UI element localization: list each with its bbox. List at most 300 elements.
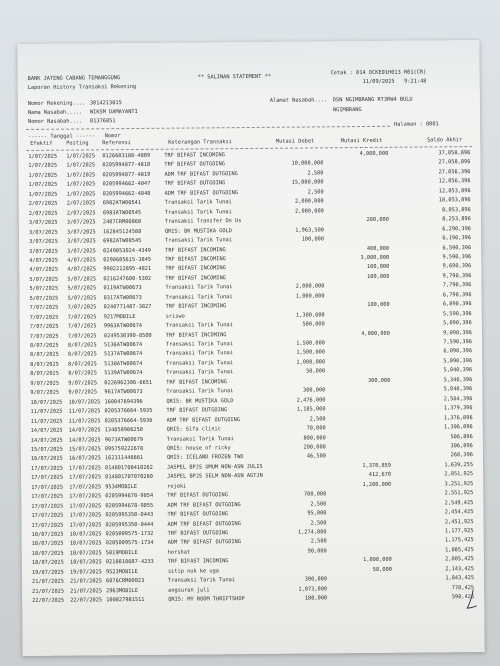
cell-referensi: 0205994877-4819 [102,171,151,179]
cell-keterangan: Transaksi Tarik Tunai [165,284,233,292]
cell-efektif: 8/07/2025 [30,352,59,359]
cell-saldo: 1,177,925 [444,528,474,535]
cell-referensi: 2963MOBILE [106,587,139,594]
cell-referensi: 134858906250 [104,426,144,434]
cell-debet: 10,000,000 [291,160,324,168]
cell-referensi: 160047694396 [104,398,143,405]
cell-efektif: 1/07/2025 [28,182,58,189]
cell-kredit: 100,000 [367,273,390,280]
cell-referensi: 014801707070260 [105,474,153,481]
pen-mark [462,588,478,612]
cell-saldo: 1,085,425 [445,546,474,554]
cell-keterangan: Transaksi Tarik Tunai [166,369,234,377]
cell-saldo: 5,090,396 [443,357,473,365]
cell-saldo: 1,639,255 [444,461,474,469]
cell-efektif: 18/07/2025 [31,541,64,548]
cell-referensi: 0205994662-4048 [102,190,151,198]
cell-keterangan: rojeki [167,483,187,490]
cell-efektif: 1/07/2025 [28,191,58,198]
cell-posting: 4/07/2025 [67,257,96,264]
cell-debet: 1,000,000 [295,293,325,300]
cell-debet: 200,000 [303,444,326,451]
cell-kredit: 300,000 [367,377,391,384]
cell-efektif: 22/07/2025 [32,597,65,605]
cell-posting: 18/07/2025 [69,540,102,548]
cell-referensi: 9673ATW00679 [104,436,144,443]
cell-efektif: 8/07/2025 [30,371,59,378]
cell-keterangan: ADM TRF BIFAST OUTGOING [167,520,241,528]
document-title: ** SALINAN STATEMENT ** [197,73,272,81]
cell-debet: 2,500 [310,500,327,508]
cell-keterangan: Transaksi Tarik Tunai [166,360,234,367]
cell-saldo: 9,790,396 [442,272,472,280]
cell-saldo: 27,058,896 [438,159,471,166]
cell-saldo: 2,051,925 [444,471,474,478]
cell-kredit: 4,000,000 [361,330,390,337]
cell-referensi: 0226962306-6651 [104,379,153,387]
cell-posting: 8/07/2025 [68,351,97,359]
cell-saldo: 5,590,396 [442,310,472,317]
cell-referensi: 0205376664-5936 [104,417,153,424]
cell-saldo: 37,058,896 [438,150,471,157]
cell-saldo: 5,090,396 [443,320,472,327]
cell-keterangan: sriswo [165,313,185,320]
cell-kredit: 412,670 [368,472,392,479]
cell-saldo: 8,253,896 [442,216,471,223]
cell-posting: 4/07/2025 [67,266,97,273]
cell-keterangan: TRF BIFAST INCOMING [165,331,227,339]
cell-referensi: 9617ATW00673 [104,389,143,396]
cell-efektif: 17/07/2025 [31,465,63,472]
cell-keterangan: JASPEL BPJS SELM NON-ASN AGTJN [167,473,263,481]
cell-efektif: 1/07/2025 [28,153,58,160]
cell-posting: 1/07/2025 [66,181,96,188]
account-name: WIKSM DAMAYANTI [89,108,138,116]
cell-kredit: 4,000,000 [359,150,389,158]
cell-referensi: 2407CRM00868 [102,219,142,226]
cell-posting: 2/07/2025 [66,200,96,207]
cell-efektif: 1/07/2025 [28,163,58,170]
account-number-label: Nomor Rekening.... [27,100,86,107]
cell-debet: 15,000,000 [291,179,324,186]
cell-efektif: 18/07/2025 [31,531,64,538]
cell-efektif: 14/07/2025 [30,427,63,434]
cell-debet: 500,000 [302,321,325,328]
cell-efektif: 5/07/2025 [29,285,59,293]
cell-posting: 3/07/2025 [66,228,96,236]
cell-posting: 3/07/2025 [67,238,96,245]
cell-keterangan: horshat [167,549,191,556]
cell-efektif: 11/07/2025 [30,408,63,416]
cell-referensi: 014801706410262 [105,464,153,472]
cell-efektif: 17/07/2025 [31,493,64,501]
cell-posting: 21/07/2025 [70,587,103,595]
cell-posting: 3/07/2025 [67,247,96,255]
print-info: Cetak : 014 OCKE01H013 R01(CR) [330,69,427,77]
cell-referensi: 0126683188-4809 [102,152,151,160]
cell-efektif: 19/07/2025 [31,569,64,576]
cell-keterangan: TRF BIFAST OUTGOING [167,492,228,499]
cell-efektif: 18/07/2025 [31,550,64,557]
cell-kredit: 1,200,000 [362,481,392,488]
cell-referensi: 0205995350-0444 [105,521,154,528]
cell-efektif: 18/07/2025 [31,559,64,567]
cell-keterangan: TRF BIFAST OUTGOING [167,511,229,518]
column-header-keterangan: Keterangan Transaksi [168,139,233,146]
cell-posting: 5/07/2025 [67,285,97,292]
cell-posting: 17/07/2025 [69,465,101,472]
cell-keterangan: Transaksi Tarik Tunai [166,350,234,358]
cell-keterangan: ADM TRF BIFAST OUTGOING [164,189,239,197]
cell-efektif: 5/07/2025 [29,295,59,302]
cell-kredit: 100,000 [367,301,390,309]
customer-number-label: Nomor Nasabah.... [27,118,83,125]
cell-efektif: 1/07/2025 [28,172,58,179]
cell-referensi: 6982ATW00545 [103,237,142,245]
cell-efektif: 8/07/2025 [30,361,59,368]
cell-posting: 17/07/2025 [69,474,102,481]
cell-saldo: 6,590,396 [442,244,472,251]
cell-saldo: 6,890,396 [442,301,472,308]
cell-referensi: 0205994678-9055 [105,502,154,509]
cell-referensi: 162845124588 [102,228,142,235]
cell-saldo: 2,143,425 [445,565,474,573]
cell-debet: 180,000 [304,595,328,602]
cell-efektif: 21/07/2025 [32,578,64,586]
column-header-posting: Posting [66,140,89,147]
cell-posting: 7/07/2025 [67,313,97,321]
cell-debet: 2,500 [307,170,324,177]
cell-saldo: 6,190,396 [442,235,472,242]
divider [26,126,390,130]
cell-posting: 18/07/2025 [69,559,102,566]
cell-keterangan: TRF BIFAST OUTGOING [164,180,226,188]
cell-efektif: 3/07/2025 [28,229,58,236]
cell-efektif: 11/07/2025 [30,418,63,425]
cell-keterangan: ADM TRF BIFAST OUTGOING [167,501,241,509]
report-title: Laporan History Transaksi Rekening [27,83,137,91]
cell-posting: 19/07/2025 [69,569,102,576]
cell-saldo: 1,376,896 [443,414,473,421]
cell-efektif: 4/07/2025 [29,267,59,274]
cell-kredit: 58,000 [372,566,392,573]
account-number: 3014213015 [89,100,122,107]
cell-debet: 1,963,500 [295,226,324,234]
cell-keterangan: QRIS: BK MUSTIKA GOLD [166,397,234,405]
address-line-1: DSN NGIMBRANG RT3RW4 BULU [332,96,413,104]
print-datetime: 11/09/2025 9:21:48 [362,78,427,86]
cell-debet: 2,500 [310,519,327,527]
cell-efektif: 10/07/2025 [30,399,63,406]
cell-saldo: 9,090,396 [443,329,472,336]
cell-keterangan: Transaksi Tarik Tunai [168,577,236,584]
cell-keterangan: QRIS: BK MUSTIKA GOLD [164,227,232,235]
cell-debet: 2,500 [309,415,326,423]
cell-efektif: 17/07/2025 [31,474,64,482]
cell-debet: 2,000,000 [294,198,324,205]
cell-saldo: 306,896 [450,443,473,450]
cell-referensi: 0205994662-4047 [102,181,151,188]
cell-keterangan: Transaksi Transfer On Us [164,218,242,225]
cell-debet: 100,000 [301,236,325,243]
cell-efektif: 3/07/2025 [29,248,58,255]
cell-posting: 17/07/2025 [69,502,102,510]
cell-posting: 7/07/2025 [67,304,97,311]
cell-keterangan: Transaksi Tarik Tunai [164,208,232,216]
bank-name: BANK JATENG CABANG TEMANGGUNG [27,75,121,82]
cell-posting: 7/07/2025 [67,332,97,340]
statement-sheet [17,40,484,656]
cell-efektif: 9/07/2025 [30,380,60,387]
cell-keterangan: TRF BIFAST INCOMING [165,303,227,310]
cell-saldo: 12,053,896 [438,187,471,195]
cell-debet: 1,185,000 [296,406,326,413]
cell-debet: 1,000,000 [296,359,326,366]
cell-referensi: 5139ATW00674 [104,370,143,377]
cell-keterangan: TRF BIFAST OUTGOING [167,530,229,537]
column-header-saldo: Saldo Akhir [427,137,463,144]
cell-keterangan: Transaksi Tarik Tunai [166,388,234,395]
cell-saldo: 12,056,396 [438,178,471,185]
cell-posting: 1/07/2025 [66,153,96,160]
cell-posting: 8/07/2025 [67,342,97,349]
cell-referensi: 0218818687-4233 [105,559,154,566]
cell-keterangan: Transaksi Tarik Tunai [165,237,233,244]
table-row [22,595,484,608]
cell-debet: 1,274,000 [297,529,327,536]
cell-posting: 22/07/2025 [70,597,103,604]
cell-debet: 1,300,000 [295,311,325,319]
cell-referensi: 0119ATW00673 [103,285,142,292]
cell-debet: 700,000 [303,491,327,498]
cell-efektif: 7/07/2025 [29,314,59,321]
cell-efektif: 8/07/2025 [29,342,59,349]
cell-posting: 9/07/2025 [68,380,98,387]
cell-keterangan: TRF BIFAST INCOMING [165,256,226,263]
cell-posting: 17/07/2025 [69,484,102,491]
cell-keterangan: TRF BIFAST OUTGOING [164,161,226,169]
cell-posting: 16/07/2025 [68,455,101,462]
cell-saldo: 506,896 [450,433,473,440]
cell-saldo: 260,396 [450,452,473,459]
cell-debet: 800,000 [303,434,326,442]
cell-efektif: 7/07/2025 [29,304,59,312]
cell-keterangan: JASPEL BPJS UMUM NON-ASN JULIS [167,463,263,471]
address-line-2: NGIMBRANG [332,107,362,114]
cell-kredit: 200,000 [366,216,389,224]
cell-efektif: 2/07/2025 [28,210,58,217]
customer-number: 01376851 [89,118,116,125]
cell-referensi: 0216247600-5302 [103,275,152,283]
cell-efektif: 15/07/2025 [30,446,63,453]
cell-keterangan: TRF BIFAST INCOMING [166,379,227,386]
cell-debet: 1,500,000 [296,340,325,347]
cell-saldo: 590,425 [451,594,475,601]
cell-saldo: 2,549,425 [444,499,474,506]
cell-referensi: 6076CRM00023 [106,578,145,585]
cell-posting: 1/07/2025 [66,162,96,170]
cell-posting: 3/07/2025 [66,219,96,226]
cell-debet: 1,073,000 [298,586,328,593]
cell-debet: 2,476,000 [296,397,326,404]
cell-debet: 2,500 [310,538,327,545]
cell-efektif: 16/07/2025 [30,456,63,463]
cell-saldo: 1,306,896 [443,424,473,431]
cell-keterangan: QRIS: MY ROOM THRIFTSHOP [168,596,245,603]
cell-posting: 5/07/2025 [67,276,97,283]
cell-referensi: 162311446661 [104,455,144,462]
cell-posting: 2/07/2025 [66,210,96,217]
cell-kredit: 400,000 [366,245,390,252]
cell-posting: 17/07/2025 [69,493,102,500]
cell-posting: 15/07/2025 [68,446,101,453]
cell-referensi: 5819MOBILE [105,549,138,557]
cell-efektif: 5/07/2025 [29,276,59,283]
header-divider [26,146,472,151]
column-header-debet: Mutasi Debet [275,138,315,145]
cell-posting: 1/07/2025 [66,172,96,179]
cell-saldo: 7,790,396 [442,282,472,289]
cell-saldo: 6,090,396 [443,348,473,355]
cell-posting: 5/07/2025 [67,295,97,302]
cell-referensi: 0249853024-4349 [103,247,152,254]
cell-keterangan: TRF BIFAST INCOMING [167,558,229,566]
cell-debet: 2,000,000 [295,283,325,290]
cell-debet: 50,000 [306,368,326,375]
cell-posting: 10/07/2025 [68,399,101,406]
cell-keterangan: QRIS: Sifa clinic [166,426,221,433]
cell-keterangan: sitip nuk ke uga [167,568,220,575]
cell-saldo: 6,790,396 [442,291,472,299]
cell-saldo: 27,056,396 [438,168,471,176]
cell-keterangan: TRF BIFAST INCOMING [165,246,226,254]
address-label: Alamat Nasabah.... [269,97,328,104]
cell-referensi: 0205376664-5935 [104,408,153,415]
cell-saldo: 6,290,396 [442,225,471,232]
cell-keterangan: ADM TRF BIFAST OUTGOING [164,170,238,178]
cell-saldo: 2,085,425 [445,556,474,563]
cell-efektif: 9/07/2025 [30,389,60,397]
cell-saldo: 3,251,925 [444,480,474,488]
cell-referensi: 9534MOBILE [105,483,138,491]
cell-saldo: 2,551,925 [444,490,474,497]
cell-saldo: 7,590,396 [443,339,472,346]
date-group-header: ------ Tanggal ------ Nomor [28,133,121,140]
cell-posting: 18/07/2025 [69,550,102,557]
cell-efektif: 4/07/2025 [29,257,58,264]
cell-saldo: 2,564,396 [443,395,473,403]
cell-keterangan: Transaksi Tarik Tunai [164,199,232,206]
cell-kredit: 1,378,859 [362,462,392,469]
cell-posting: 8/07/2025 [68,361,97,368]
cell-posting: 14/07/2025 [68,436,101,444]
cell-kredit: 100,000 [366,264,390,271]
cell-saldo: 10,053,896 [438,197,471,204]
cell-referensi: 0317ATW00673 [103,294,142,302]
cell-referensi: 0205009575-1732 [105,530,154,538]
cell-posting: 17/07/2025 [69,512,102,519]
cell-debet: 1,500,000 [296,349,326,357]
cell-debet: 300,000 [303,387,326,394]
cell-referensi: 9217MOBILE [103,313,136,320]
cell-saldo: 5,340,396 [443,376,473,384]
cell-referensi: 0290685615-3845 [103,256,152,264]
cell-referensi: 5137ATW00674 [104,351,143,358]
cell-referensi: 6983ATW00545 [102,209,142,216]
cell-keterangan: Transaksi Tarik Tunai [165,322,233,329]
cell-debet: 70,000 [306,425,326,432]
cell-posting: 21/07/2025 [70,578,102,585]
cell-keterangan: Transaksi Tarik Tunai [166,435,234,443]
cell-efektif: 21/07/2025 [32,588,65,595]
cell-efektif: 17/07/2025 [31,484,64,491]
cell-posting: 14/07/2025 [68,427,101,434]
cell-posting: 7/07/2025 [67,323,97,330]
cell-referensi: 9963ATW00674 [103,323,143,330]
column-header-kredit: Mutasi Kredit [340,137,383,145]
cell-debet: 46,500 [306,453,326,460]
cell-kredit: 1,000,000 [363,557,392,564]
cell-efektif: 17/07/2025 [31,522,64,529]
cell-keterangan: QRIS: ICELAND FROZEN TWO [166,454,244,462]
cell-saldo: 5,040,396 [443,386,473,393]
cell-saldo: 8,053,896 [442,206,471,214]
cell-efektif: 17/07/2025 [31,503,64,510]
cell-posting: 1/07/2025 [66,191,96,198]
cell-saldo: 2,451,925 [444,518,474,525]
cell-debet: 300,000 [304,576,328,583]
cell-referensi: 0240771487-3827 [103,304,152,311]
column-header-referensi: Referensi [102,140,131,147]
cell-referensi: 5136ATW00674 [103,341,143,349]
cell-debet: 2,500 [307,189,324,196]
cell-keterangan: TRF BIFAST INCOMING [165,275,227,282]
cell-saldo: 9,690,396 [442,263,472,270]
cell-keterangan: TRF BIFAST OUTGOING [166,407,228,414]
cell-referensi: 0205995350-0443 [105,511,154,519]
cell-efektif: 3/07/2025 [29,238,58,245]
cell-saldo: 1,379,396 [443,405,473,412]
cell-efektif: 7/07/2025 [29,323,59,331]
cell-saldo: 2,454,425 [444,509,474,516]
cell-efektif: 17/07/2025 [31,512,64,520]
cell-referensi: 100827981511 [106,597,145,604]
cell-keterangan: QRIS: house of ricky [166,445,231,452]
cell-referensi: 6982ATW00541 [102,200,142,207]
cell-referensi: 0205994678-9054 [105,493,154,500]
cell-efektif: 7/07/2025 [29,333,59,340]
cell-keterangan: Transaksi Tarik Tunai [165,293,233,301]
cell-referensi: 095759222678 [104,445,144,453]
cell-debet: 95,000 [307,510,327,517]
cell-debet: 90,000 [307,548,327,555]
page-number: Halaman : 0001 [394,121,439,128]
cell-referensi: 9902212895-4821 [103,266,152,273]
cell-keterangan: TRF BIFAST INCOMING [164,152,225,159]
cell-referensi: 0205009575-1734 [105,540,154,547]
cell-keterangan: TRF BIFAST INCOMING [165,265,226,273]
cell-referensi: 5138ATW00674 [104,360,143,368]
cell-referensi: 0205994877-4818 [102,162,151,169]
cell-referensi: 9523MOBILE [105,568,138,576]
cell-posting: 18/07/2025 [69,531,102,538]
cell-saldo: 9,590,396 [442,254,472,261]
cell-saldo: 770,425 [451,584,475,591]
cell-debet: 2,000,000 [295,208,324,215]
cell-keterangan: angsuran juli [168,587,210,594]
cell-posting: 11/07/2025 [68,408,101,415]
cell-keterangan: ADM TRF BIFAST OUTGOING [167,539,242,547]
